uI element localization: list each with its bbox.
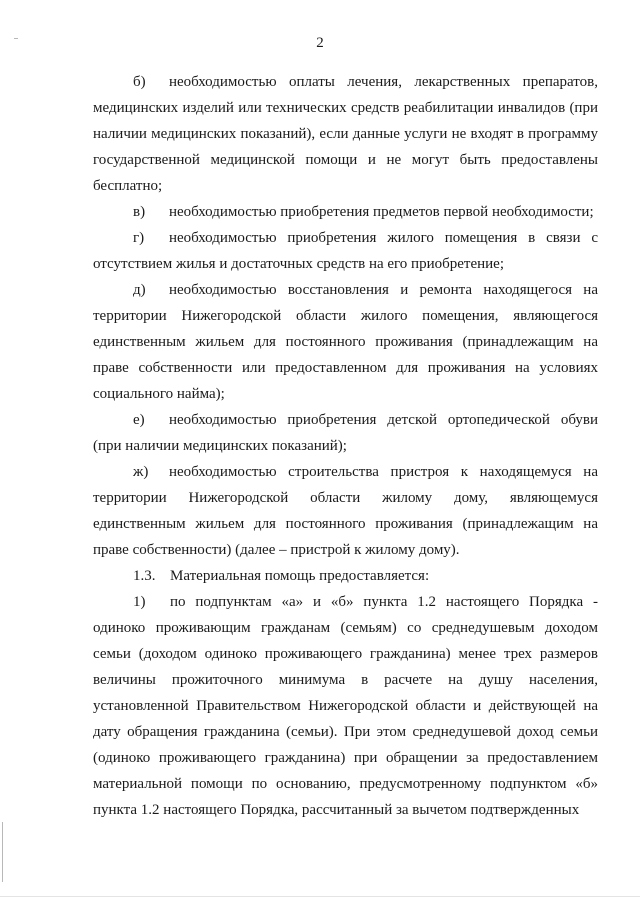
paragraph-text: необходимостью приобретения детской ортопедической обуви (при наличии медицинских показаний); — [93, 412, 598, 454]
scan-edge-mark — [2, 822, 3, 882]
scan-bottom-line — [0, 896, 640, 897]
paragraph-text: необходимостью оплаты лечения, лекарственных препаратов, медицинских изделий или технических средств реабилитации инвалидов (при наличии медицинских показаний), если данные услуги не входят в программу государственной медицинской помощи и не могут быть предоставлены бесплатно; — [93, 74, 598, 194]
paragraph-text: Материальная помощь предоставляется: — [170, 568, 430, 584]
paragraph-text: необходимостью приобретения жилого помещения в связи с отсутствием жилья и достаточных средств на его приобретение; — [93, 230, 598, 272]
document-body — [93, 69, 598, 823]
scan-edge-mark — [14, 38, 18, 39]
paragraph-v — [93, 199, 598, 225]
list-marker: в) — [133, 204, 146, 220]
paragraph-text: необходимостью строительства пристроя к находящемуся на территории Нижегородской области жилому дому, являющемуся единственным жильем для постоянного проживания (принадлежащим на праве собственности) (далее – пристрой к жилому дому). — [93, 464, 598, 558]
paragraph-d — [93, 277, 598, 407]
paragraph-1 — [93, 589, 598, 823]
list-marker: д) — [133, 282, 146, 298]
paragraph-text: необходимостью восстановления и ремонта находящегося на территории Нижегородской области жилого помещения, являющегося единственным жильем для постоянного проживания (принадлежащим на праве собственности или предоставленном для проживания на условиях социального найма); — [93, 282, 598, 402]
paragraph-text: по подпунктам «а» и «б» пункта 1.2 настоящего Порядка - одиноко проживающим гражданам (семьям) со среднедушевым доходом семьи (доходом одиноко проживающего гражданина) менее трех размеров величины прожиточного минимума в расчете на душу населения, установленной Правительством Нижегородской области и действующей на дату обращения гражданина (семьи). При этом среднедушевой доход семьи (одиноко проживающего гражданина) при обращении за предоставлением материальной помощи по основанию, предусмотренному подпунктом «б» пункта 1.2 настоящего Порядка, рассчитанный за вычетом подтвержденных — [93, 594, 598, 818]
list-marker: 1) — [133, 594, 146, 610]
paragraph-e — [93, 407, 598, 459]
paragraph-g — [93, 225, 598, 277]
paragraph-b — [93, 69, 598, 199]
section-heading-1-3 — [93, 563, 598, 589]
paragraph-text: необходимостью приобретения предметов первой необходимости; — [169, 204, 594, 220]
list-marker: е) — [133, 412, 145, 428]
section-number: 1.3. — [133, 568, 156, 584]
page-number: 2 — [316, 35, 324, 51]
paragraph-zh — [93, 459, 598, 563]
list-marker: г) — [133, 230, 145, 246]
list-marker: ж) — [133, 464, 149, 480]
list-marker: б) — [133, 74, 146, 90]
